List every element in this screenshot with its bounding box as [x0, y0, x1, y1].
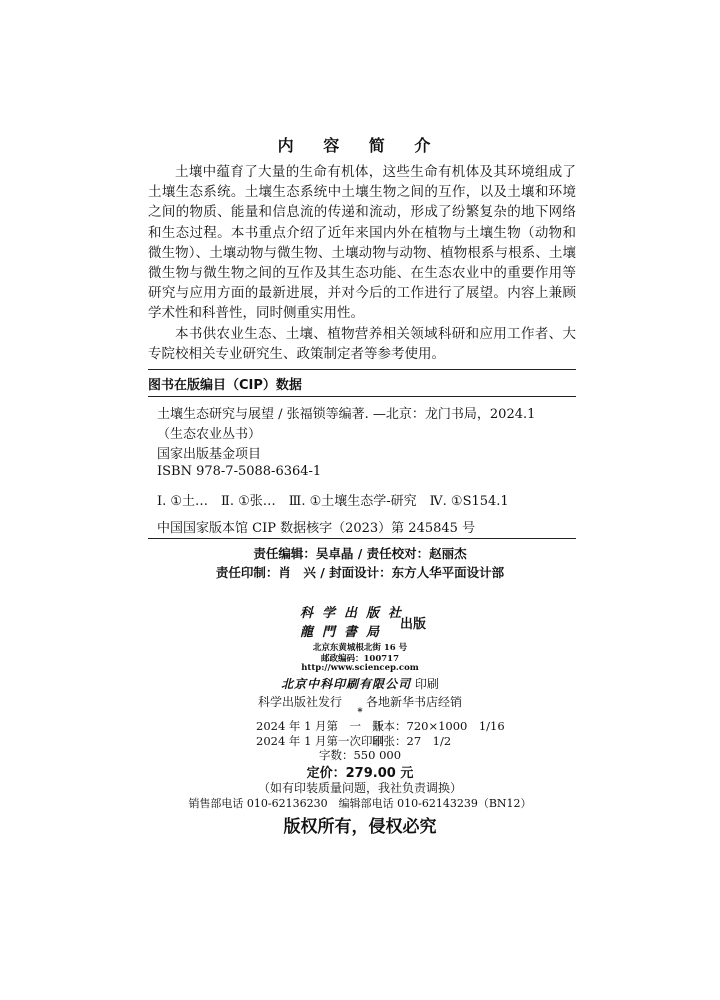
cip-line-record: 中国国家版本馆 CIP 数据核字（2023）第 245845 号	[157, 521, 476, 536]
publisher-address: 北京东黄城根北街 16 号	[312, 643, 408, 653]
print-sheets: 印张：27 1/2	[372, 734, 452, 748]
publisher-name-longmen: 龍門書局	[300, 625, 389, 640]
printer-line	[0, 675, 720, 692]
cip-bottom-rule	[148, 538, 576, 539]
cip-line-isbn: ISBN 978-7-5088-6364-1	[157, 464, 322, 479]
intro-section	[148, 162, 576, 364]
printer-name: 北京中科印刷有限公司	[281, 677, 412, 691]
cip-line-classification: Ⅰ. ①土… Ⅱ. ①张… Ⅲ. ①土壤生态学-研究 Ⅳ. ①S154.1	[157, 494, 509, 509]
publisher-url: http://www.sciencep.com	[301, 663, 419, 673]
word-count: 字数：550 000	[318, 748, 402, 762]
intro-paragraph-2: 本书供农业生态、土壤、植物营养相关领域科研和应用工作者、大专院校相关专业研究生、政策制定者等参考使用。	[148, 325, 576, 362]
intro-paragraph-1: 土壤中蕴育了大量的生命有机体，这些生命有机体及其环境组成了土壤生态系统。土壤生态系统中土壤生物之间的互作，以及土壤和环境之间的物质、能量和信息流的传递和流动，形成了纷繁复杂的地下网络和生态过程。本书重点介绍了近年来国内外在植物与土壤生物（动物和微生物）、土壤动物与微生物、土壤动物与动物、植物根系与根系、土壤微生物与微生物之间的互作及其生态功能、在生态农业中的重要作用等研究与应用方面的最新进展，并对今后的工作进行了展望。内容上兼顾学术性和科普性，同时侧重实用性。	[148, 164, 576, 322]
cip-heading-rule	[148, 396, 576, 397]
cip-heading: 图书在版编目（CIP）数据	[148, 378, 302, 393]
print-date: 2024 年 1 月第一次印刷	[256, 734, 385, 748]
contact-phones: 销售部电话 010-62136230 编辑部电话 010-62143239（BN12）	[188, 797, 532, 810]
credits-production: 责任印制：肖 兴 / 封面设计：东方人华平面设计部	[215, 565, 505, 580]
publisher-name-science-press: 科学出版社	[300, 606, 411, 621]
edition-format: 开本：720×1000 1/16	[372, 719, 505, 733]
publisher-label: 出版	[400, 617, 427, 632]
page-title: 内 容 简 介	[277, 136, 443, 155]
printer-label: 印刷	[414, 677, 439, 691]
publisher-postcode: 邮政编码：100717	[321, 654, 399, 664]
credits-editors: 责任编辑：吴卓晶 / 责任校对：赵丽杰	[253, 546, 467, 561]
cip-top-rule	[148, 369, 576, 370]
quality-notice: （如有印装质量问题，我社负责调换）	[257, 781, 462, 795]
cip-line-fund: 国家出版基金项目	[157, 447, 262, 462]
separator-star: *	[357, 707, 363, 718]
edition-date: 2024 年 1 月第 一 版	[256, 719, 385, 733]
cip-line-title: 土壤生态研究与展望 / 张福锁等编著. —北京：龙门书局，2024.1	[157, 407, 536, 422]
distribution-line: 科学出版社发行 各地新华书店经销	[257, 695, 462, 709]
cip-line-series: （生态农业丛书）	[157, 427, 262, 442]
price: 定价：279.00 元	[306, 766, 414, 781]
copyright-notice: 版权所有，侵权必究	[283, 817, 437, 837]
